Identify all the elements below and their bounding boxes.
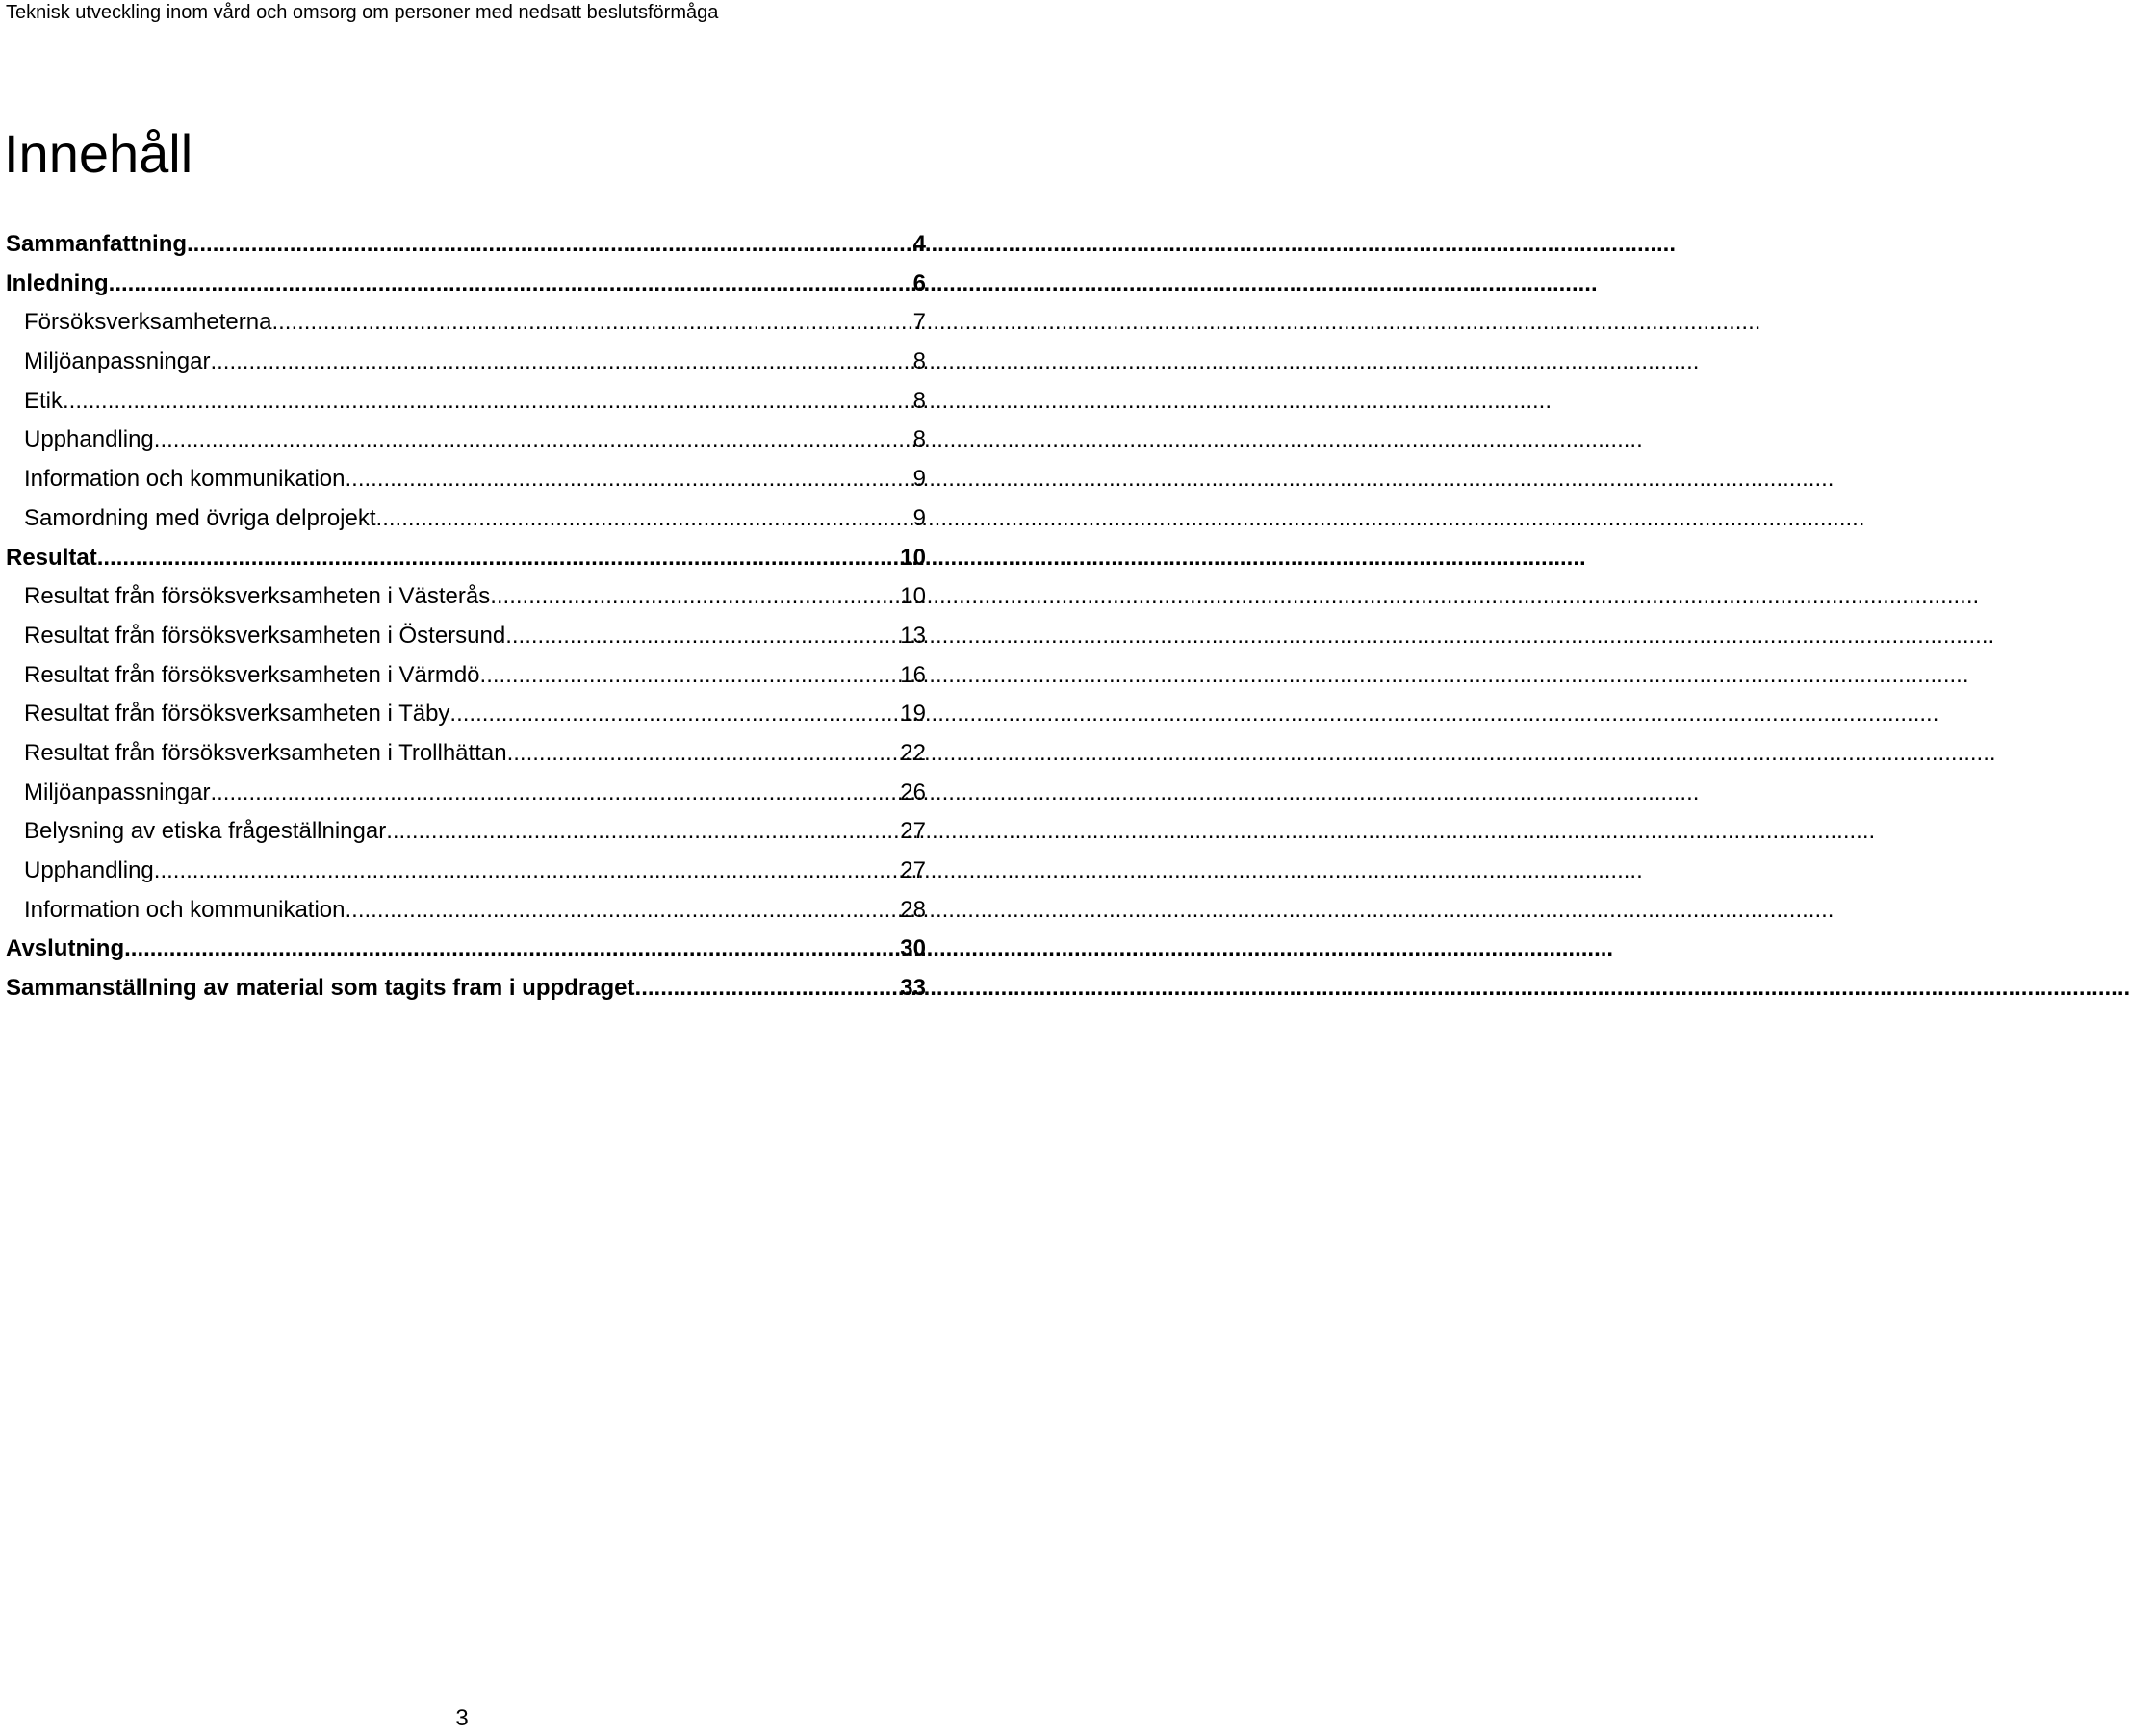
page-number: 3 (455, 1705, 469, 1731)
toc-entry-label: Information och kommunikation (24, 466, 346, 493)
toc-dot-leader (505, 617, 896, 656)
toc-dot-leader (490, 577, 896, 617)
toc-entry-page-number: 9 (912, 504, 926, 531)
toc-entry-label: Upphandling (24, 426, 154, 453)
toc-entry-page-number: 13 (900, 622, 926, 649)
toc-entry-label: Avslutning (6, 935, 125, 962)
toc-dot-leader (97, 539, 897, 578)
toc-entry-label: Miljöanpassningar (24, 779, 211, 805)
toc-entry[interactable] (0, 421, 926, 460)
toc-entry-label: Resultat från försöksverksamheten i Värmdö (24, 661, 480, 688)
toc-dot-leader (109, 265, 910, 304)
toc-entry[interactable] (0, 460, 926, 499)
toc-entry-page-number: 6 (912, 269, 926, 296)
toc-entry[interactable] (0, 577, 926, 617)
toc-entry-page-number: 8 (912, 426, 926, 453)
toc-entry-label: Inledning (6, 269, 109, 296)
toc-entry-label: Information och kommunikation (24, 896, 346, 923)
page-title: Innehåll (4, 123, 193, 184)
toc-entry-label: Samordning med övriga delprojekt (24, 504, 376, 531)
toc-dot-leader (154, 421, 910, 460)
toc-entry-label: Resultat från försöksverksamheten i Trollhättan (24, 739, 507, 766)
toc-entry[interactable] (0, 225, 926, 265)
running-header: Teknisk utveckling inom vård och omsorg om personer med nedsatt beslutsförmåga (6, 2, 719, 23)
toc-dot-leader (641, 969, 896, 1008)
toc-dot-leader (346, 891, 897, 931)
toc-dot-leader (271, 303, 909, 343)
toc-entry-page-number: 19 (900, 701, 926, 728)
table-of-contents (0, 225, 926, 1008)
toc-entry-page-number: 10 (900, 544, 926, 571)
toc-entry[interactable] (0, 539, 926, 578)
toc-entry-label: Resultat (6, 544, 97, 571)
toc-dot-leader (124, 930, 896, 969)
toc-entry-page-number: 8 (912, 348, 926, 375)
toc-entry[interactable] (0, 303, 926, 343)
toc-entry-label: Sammanställning av material som tagits fram i uppdraget. (6, 975, 642, 1002)
toc-entry-page-number: 22 (900, 739, 926, 766)
toc-entry[interactable] (0, 891, 926, 931)
toc-entry[interactable] (0, 499, 926, 539)
toc-dot-leader (210, 343, 909, 382)
toc-dot-leader (507, 734, 897, 774)
toc-entry-label: Försöksverksamheterna (24, 309, 272, 336)
toc-entry[interactable] (0, 734, 926, 774)
toc-entry-page-number: 30 (900, 935, 926, 962)
toc-entry-page-number: 33 (900, 975, 926, 1002)
toc-entry[interactable] (0, 852, 926, 891)
toc-entry-page-number: 9 (912, 466, 926, 493)
toc-entry[interactable] (0, 617, 926, 656)
toc-dot-leader (449, 695, 896, 734)
toc-entry-label: Resultat från försöksverksamheten i Västerås (24, 583, 491, 610)
toc-entry-page-number: 4 (912, 231, 926, 257)
toc-entry[interactable] (0, 774, 926, 813)
toc-dot-leader (386, 812, 896, 852)
toc-entry[interactable] (0, 382, 926, 421)
toc-entry-page-number: 8 (912, 387, 926, 414)
toc-entry-page-number: 28 (900, 896, 926, 923)
toc-dot-leader (346, 460, 910, 499)
toc-entry[interactable] (0, 695, 926, 734)
toc-entry-page-number: 10 (900, 583, 926, 610)
toc-entry-label: Miljöanpassningar (24, 348, 211, 375)
toc-entry[interactable] (0, 265, 926, 304)
toc-entry-page-number: 16 (900, 661, 926, 688)
toc-dot-leader (187, 225, 910, 265)
toc-entry-page-number: 26 (900, 779, 926, 805)
toc-entry-label: Belysning av etiska frågeställningar (24, 818, 387, 845)
toc-entry[interactable] (0, 930, 926, 969)
toc-entry-label: Resultat från försöksverksamheten i Täby (24, 701, 450, 728)
toc-dot-leader (376, 499, 910, 539)
toc-entry[interactable] (0, 969, 926, 1008)
toc-entry-label: Etik (24, 387, 64, 414)
toc-entry-label: Upphandling (24, 857, 154, 883)
toc-entry-label: Resultat från försöksverksamheten i Östersund (24, 622, 506, 649)
toc-dot-leader (210, 774, 896, 813)
toc-entry[interactable] (0, 812, 926, 852)
toc-dot-leader (63, 382, 910, 421)
toc-dot-leader (154, 852, 897, 891)
toc-dot-leader (480, 656, 897, 696)
toc-entry-label: Sammanfattning (6, 231, 188, 257)
toc-entry-page-number: 7 (912, 309, 926, 336)
toc-entry[interactable] (0, 656, 926, 696)
toc-entry-page-number: 27 (900, 857, 926, 883)
toc-entry[interactable] (0, 343, 926, 382)
toc-entry-page-number: 27 (900, 818, 926, 845)
